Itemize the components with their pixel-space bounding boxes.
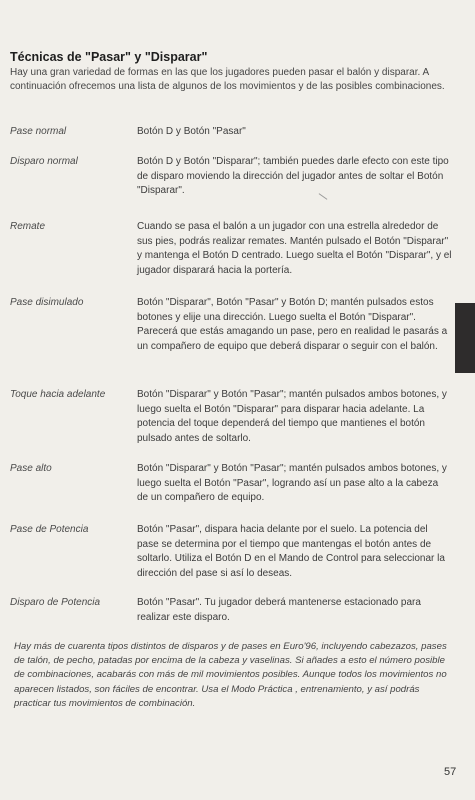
move-description: Botón D y Botón "Pasar" <box>137 126 246 137</box>
intro-paragraph: Hay una gran variedad de formas en las que los jugadores pueden pasar el balón y disparar. A continuación ofrecemos una lista de algunos de los movimientos y de las posibles combinaciones. <box>10 67 445 92</box>
move-name: Disparo de Potencia <box>10 597 101 608</box>
move-description: Botón "Disparar" y Botón "Pasar"; mantén pulsados ambos botones, y luego suelta el Botón "Pasar", logrando así un pase alto a la cabeza de un compañero de equipo. <box>137 463 447 503</box>
move-name: Pase disimulado <box>10 297 84 308</box>
move-description: Cuando se pasa el balón a un jugador con una estrella alrededor de sus pies, podrás realizar remates. Mantén pulsado el Botón "Disparar" y mantenga el Botón D centrado. Luego suelta el Botón "Disparar", y el jugador disparará hacia la portería. <box>137 221 452 276</box>
move-description: Botón "Pasar". Tu jugador deberá mantenerse estacionado para realizar este disparo. <box>137 597 421 623</box>
move-name: Pase alto <box>10 463 52 474</box>
move-description: Botón D y Botón "Disparar"; también puedes darle efecto con este tipo de disparo moviendo la dirección del jugador antes de soltar el Botón "Disparar". <box>137 156 449 196</box>
move-name: Pase de Potencia <box>10 524 89 535</box>
page-title: Técnicas de "Pasar" y "Disparar" <box>10 50 208 64</box>
move-description: Botón "Disparar", Botón "Pasar" y Botón D; mantén pulsados estos botones y elije una dirección. Luego suelta el Botón "Disparar". Parecerá que estás amagando un pase, pero en realidad le pasarás a un compañero de equipo que deberá disparar o seguir con el balón. <box>137 297 448 352</box>
section-edge-tab <box>455 303 475 373</box>
move-name: Pase normal <box>10 126 67 137</box>
move-name: Remate <box>10 221 46 232</box>
page-number: 57 <box>444 766 457 778</box>
move-name: Disparo normal <box>10 156 78 167</box>
move-name: Toque hacia adelante <box>10 389 106 400</box>
footer-note: Hay más de cuarenta tipos distintos de disparos y de pases en Euro'96, incluyendo cabezazos, pases de talón, de pecho, patadas por encima de la cabeza y vaselinas. Si añades a esto el número posible de combinaciones, acabarás con más de mil movimientos posibles. Aunque todos los movimientos no aparecen listados, son fáciles de encontrar. Usa el Modo Práctica , entrenamiento, y así podrás practicar tus movimientos de combinación. <box>14 641 447 709</box>
move-description: Botón "Pasar", dispara hacia delante por el suelo. La potencia del pase se determina por el tiempo que mantengas el botón antes de soltarlo. Utiliza el Botón D en el Mando de Control para seleccionar la dirección del pase si así lo deseas. <box>137 524 445 579</box>
move-description: Botón "Disparar" y Botón "Pasar"; mantén pulsados ambos botones, y luego suelta el Botón "Disparar" para disparar hacia adelante. La potencia del toque dependerá del tiempo que mantienes el botón pulsado antes de soltarlo. <box>137 389 447 444</box>
